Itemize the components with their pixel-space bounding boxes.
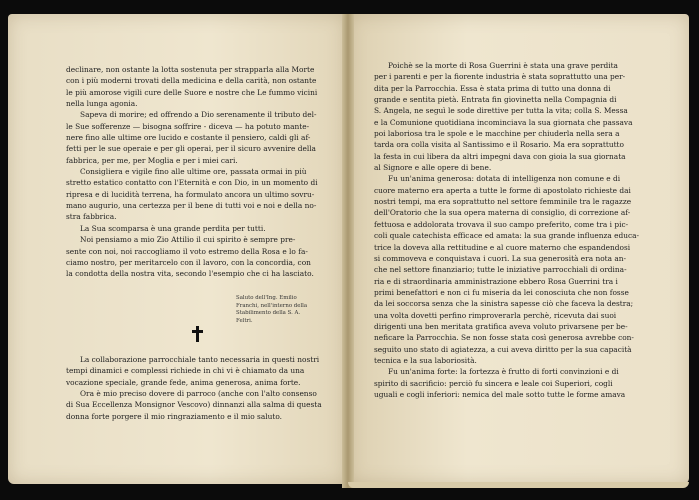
text-line: ciamo nostro, per meritarcelo con il lavoro, con la concordia, con	[66, 257, 311, 267]
left-page-lower-text	[66, 354, 328, 422]
text-line: stretto estatico contatto con l'Eternità e con Dio, in un momento di	[66, 178, 318, 188]
booklet	[8, 14, 689, 488]
text-line: e la Comunione quotidiana incominciava la sua giornata che passava	[374, 117, 633, 127]
signature-caption	[236, 295, 332, 325]
text-line: neficare la Parrocchia. Se non fosse stata così generosa avrebbe con-	[374, 333, 634, 343]
text-line: da lei soccorsa senza che la sinistra sapesse ciò che faceva la destra;	[374, 299, 634, 309]
right-page-text	[374, 60, 654, 400]
text-line: si commoveva e conquistava i cuori. La sua generosità era nota an-	[374, 253, 627, 263]
left-page	[8, 14, 346, 484]
text-line: Consigliera e vigile fino alle ultime ore, passata ormai in più	[80, 167, 307, 177]
text-line: S. Angela, ne seguì le sode direttive per tutta la vita; colla S. Messa	[374, 106, 628, 116]
text-line: di Sua Eccellenza Monsignor Vescovo) dinnanzi alla salma di questa	[66, 400, 322, 410]
text-line: La Sua scomparsa è una grande perdita per tutti.	[80, 223, 266, 233]
text-line: primi benefattori e non ci fu miseria da lei conosciuta che non fosse	[374, 287, 629, 297]
text-line: al Signore e alle opere di bene.	[374, 163, 492, 173]
text-line: seguito uno stato di agiatezza, a cui aveva diritto per la sua capacità	[374, 344, 632, 354]
signature-line: Franchi, nell'interno della	[236, 302, 308, 309]
text-line: Fu un'anima forte: la fortezza è frutto di forti convinzioni e di	[388, 367, 619, 377]
text-line: nella lunga agonia.	[66, 99, 138, 109]
signature-line: Saluto dell'Ing. Emilio	[236, 295, 297, 301]
left-page-text	[66, 64, 328, 280]
text-line: tecnica e la sua laboriosità.	[374, 355, 477, 365]
text-line: nere fino alle ultime ore lucido e costante il pensiero, caldi gli af-	[66, 133, 311, 143]
right-page	[348, 14, 689, 484]
text-line: nostri tempi, ma era soprattutto nel settore femminile tra le ragazze	[374, 197, 632, 207]
text-line: mano augurio, una certezza per il bene di tutti voi e noi e della no-	[66, 201, 317, 211]
text-line: con i più moderni trovati della medicina e della carità, non ostante	[66, 76, 317, 86]
page-edge	[348, 482, 689, 488]
signature-line: Feltri.	[236, 317, 253, 324]
text-line: vocazione speciale, grande fede, anima generosa, anima forte.	[66, 377, 301, 387]
text-line: tempi dinamici e complessi richiede in chi vi è chiamato da una	[66, 366, 305, 376]
text-line: le Sue sofferenze — bisogna soffrire - diceva — ha potuto mante-	[66, 121, 310, 131]
text-line: Poichè se la morte di Rosa Guerrini è stata una grave perdita	[388, 61, 618, 70]
text-line: Fu un'anima generosa: dotata di intelligenza non comune e di	[388, 174, 621, 184]
text-line: Ora è mio preciso dovere di parroco (anche con l'alto consenso	[80, 389, 317, 399]
text-line: dirigenti una ben meritata gratifica aveva voluto privarsene per be-	[374, 321, 628, 331]
text-line: grande e sentita pietà. Entrata fin giovinetta nella Compagnia di	[374, 95, 617, 105]
text-line: uguali e cogli inferiori: nemica del male sotto tutte le forme amava	[374, 389, 626, 399]
text-line: tarda ora colla visita al Santissimo e il Rosario. Ma era soprattutto	[374, 140, 624, 150]
text-line: donna forte porgere il mio ringraziamento e il mio saluto.	[66, 411, 283, 421]
text-line: che nel settore finanziario; tutte le iniziative parrocchiali di ordina-	[374, 265, 627, 275]
text-line: cuore materno era aperta a tutte le forme di apostolato richieste dai	[374, 185, 631, 195]
text-line: trice la doveva alla rettitudine e al cuore materno che espandendosi	[374, 242, 631, 252]
text-line: Sapeva di morire; ed offrendo a Dio serenamente il tributo del-	[80, 110, 317, 120]
booklet-gutter	[342, 14, 354, 488]
text-line: una volta dovetti perfino rimproverarla perchè, ricevuta dai suoi	[374, 310, 617, 320]
text-line: per i parenti e per la fiorente industria è stata soprattutto una per-	[374, 72, 626, 82]
text-line: ria e di straordinaria amministrazione ebbero Rosa Guerrini tra i	[374, 276, 618, 286]
text-line: le più amorose vigili cure delle Suore e nostre che Le fummo vicini	[66, 87, 318, 97]
text-line: fabbrica, per me, per Moglia e per i miei cari.	[66, 155, 238, 165]
text-line: dell'Oratorio che la sua opera materna di consiglio, di correzione af-	[374, 208, 631, 218]
text-line: coli quale catechista efficace ed amata: la sua grande influenza educa-	[374, 231, 640, 241]
signature-line: Stabilimento della S. A.	[236, 310, 301, 317]
text-line: la festa in cui libera da altri impegni dava con gioia la sua giornata	[374, 151, 626, 161]
text-line: fetti per le sue operaie e per gli operai, per il sicuro avvenire della	[66, 144, 316, 154]
cross-icon	[192, 326, 204, 342]
text-line: la condotta della nostra vita, secondo l'esempio che ci ha lasciato.	[66, 269, 314, 279]
text-line: fettuosa e addolorata trovava il suo campo preferito, come tra i pic-	[374, 219, 629, 229]
text-line: Noi pensiamo a mio Zio Attilio il cui spirito è sempre pre-	[80, 235, 296, 245]
text-line: spirito di sacrificio: perciò fu sincera e leale coi Superiori, cogli	[374, 378, 613, 388]
text-line: La collaborazione parrocchiale tanto necessaria in questi nostri	[80, 355, 320, 364]
text-line: dita per la Parrocchia. Essa è stata prima di tutto una donna di	[374, 83, 611, 93]
text-line: ripresa e di lucidità terrena, ha formulato ancora un ultimo sovru-	[66, 189, 315, 199]
text-line: poi laboriosa tra le spole e le macchine per chiuderla nella sera a	[374, 129, 620, 139]
text-line: stra fabbrica.	[66, 212, 117, 222]
text-line: sente con noi, noi raccogliamo il voto estremo della Rosa e lo fa-	[66, 246, 308, 256]
text-line: declinare, non ostante la lotta sostenuta per strapparla alla Morte	[66, 65, 315, 74]
